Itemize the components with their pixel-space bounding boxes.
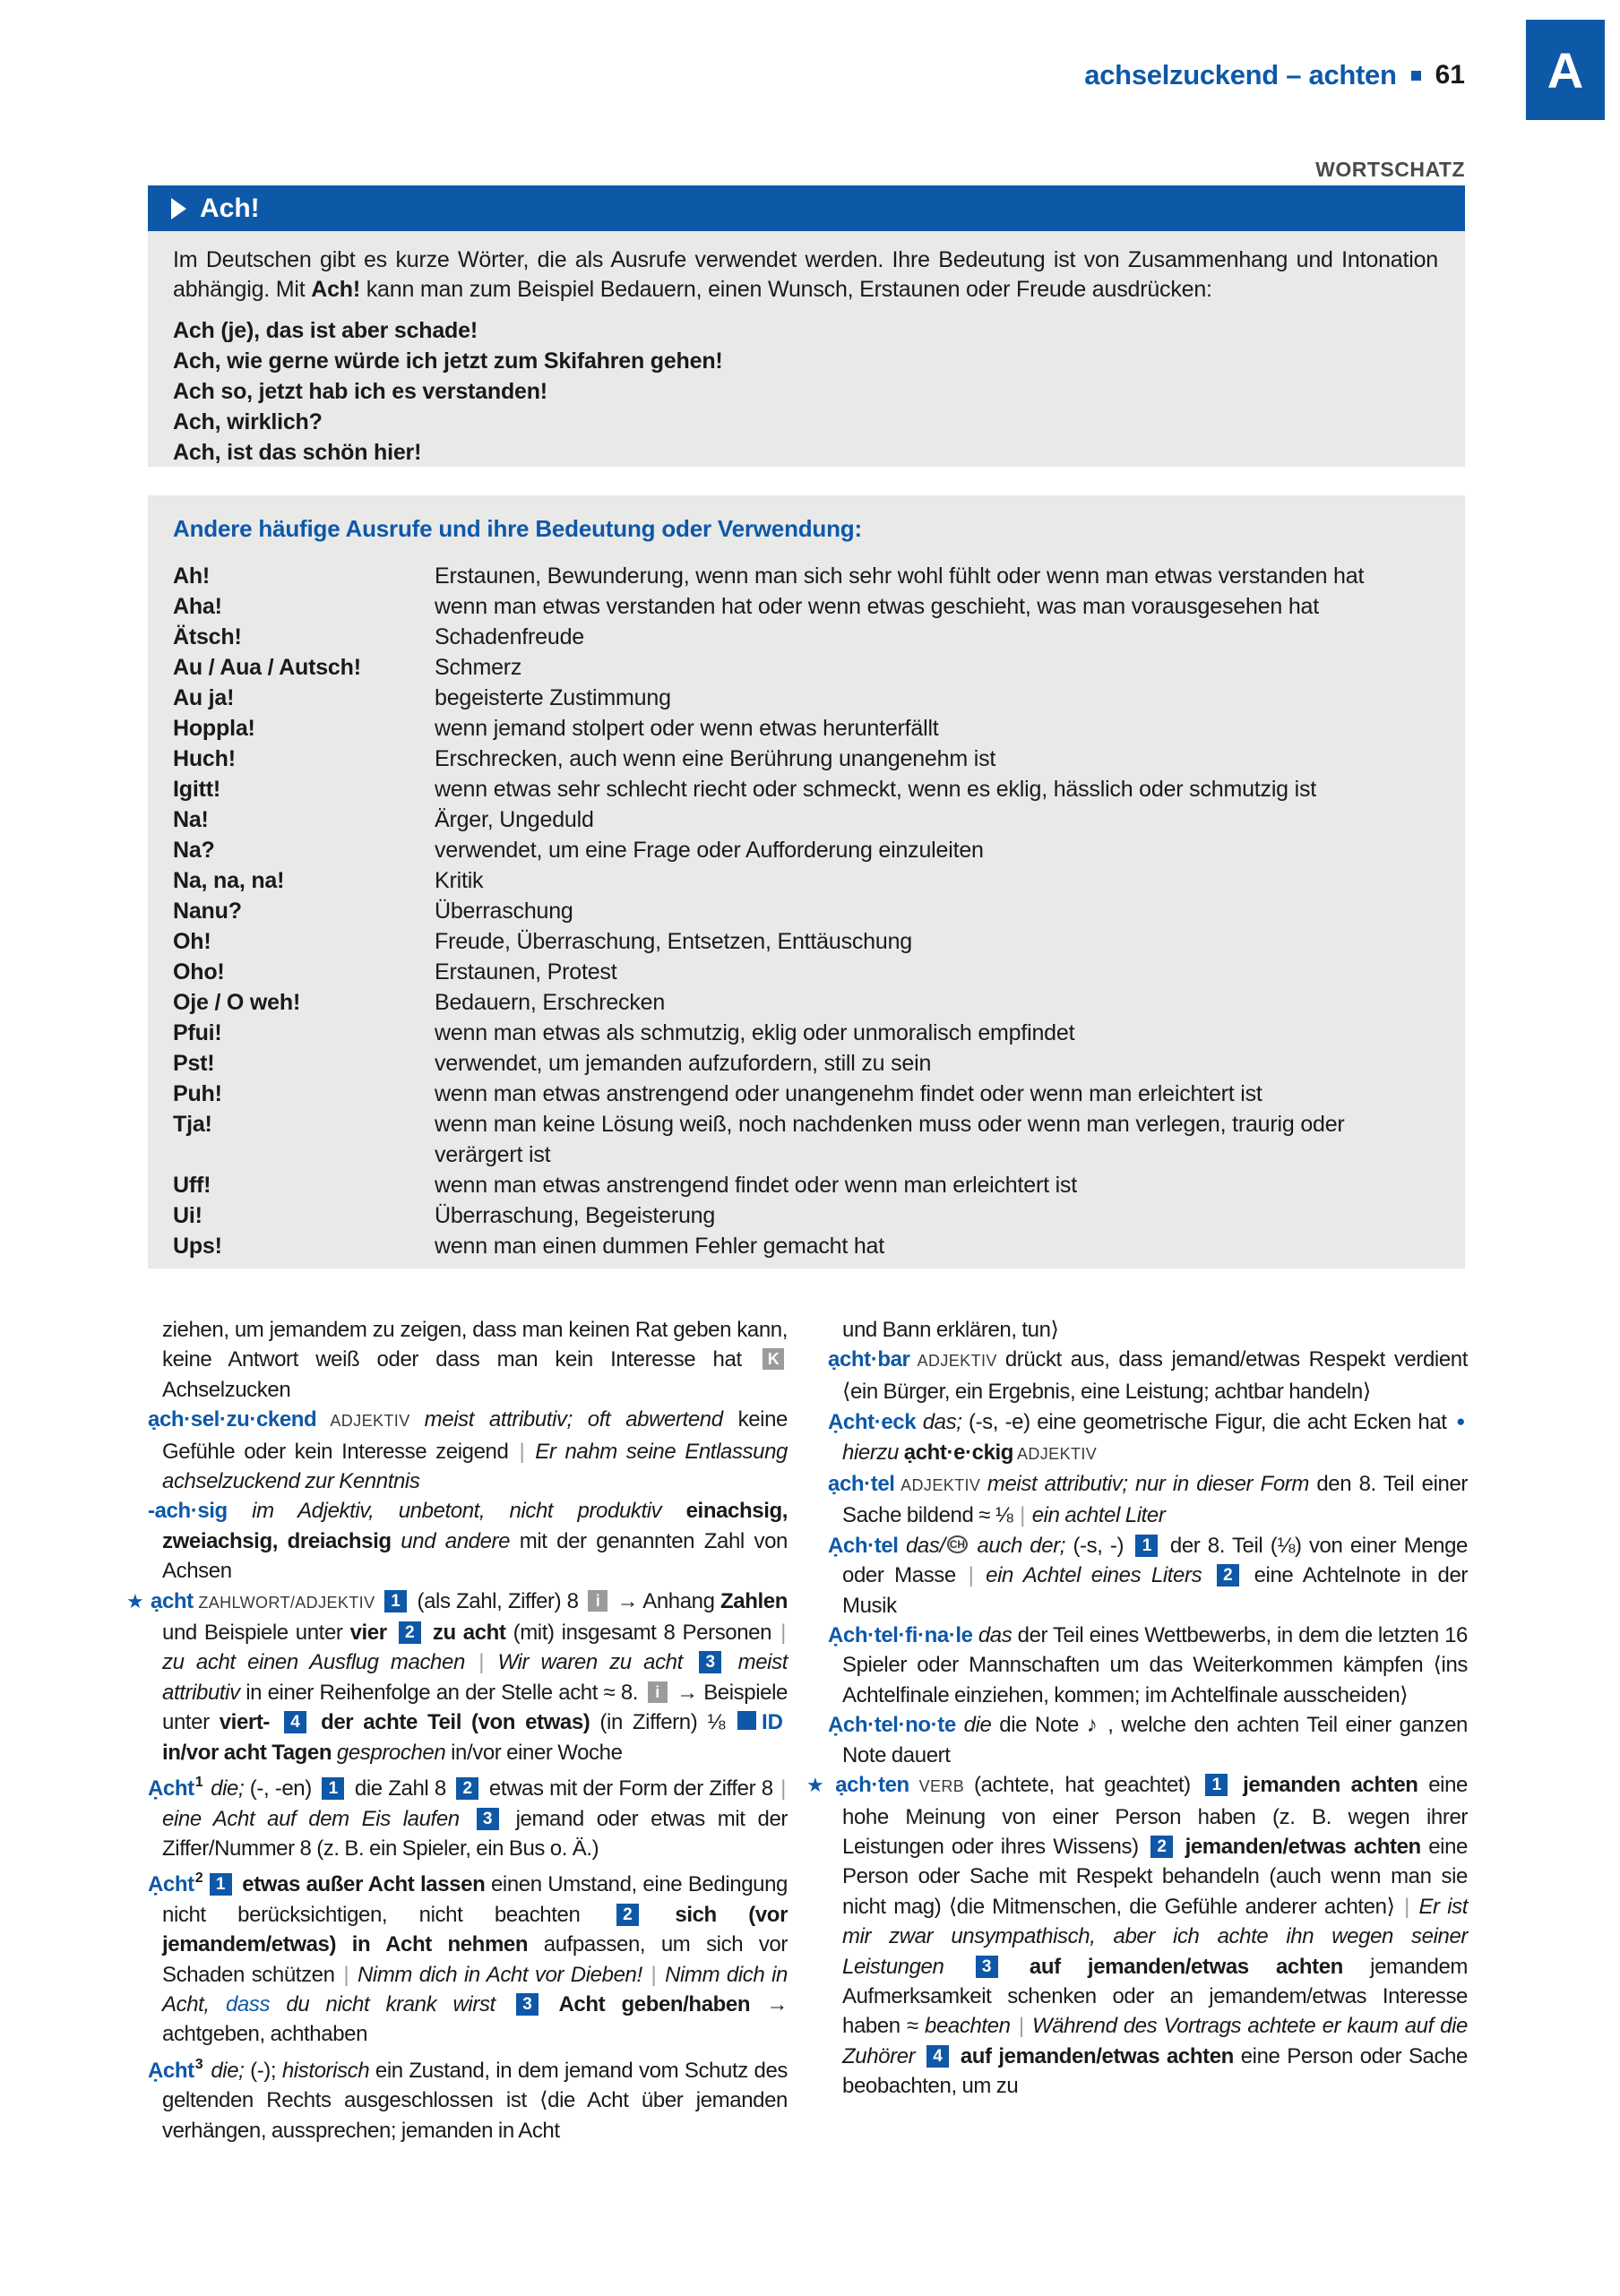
definition-text: den 8. Teil einer Sache bildend ≈ ⅛ [842, 1472, 1468, 1528]
example-divider: | [478, 1650, 496, 1675]
dictionary-entry [148, 2050, 788, 2146]
interjection-word: Oho! [173, 959, 225, 985]
italic-text: Wir waren zu acht [497, 1650, 695, 1675]
definition-text: die Note ♪ , welche den achten Teil einer ganzen Note dauert [842, 1713, 1468, 1767]
part-of-speech-label: ZAHLWORT/ADJEKTIV [193, 1593, 381, 1612]
sense-number-badge: 2 [1150, 1836, 1173, 1858]
italic-text: eine Acht auf dem Eis laufen [162, 1806, 472, 1831]
italic-text: meist attributiv; nur in dieser Form [987, 1472, 1317, 1497]
bold-text: sich (vor jemandem/etwas) in Acht nehmen [162, 1902, 788, 1957]
infobox-header [148, 185, 1465, 231]
italic-text: zu acht einen Ausflug machen [162, 1650, 478, 1675]
definition-text: der Teil eines Wettbewerbs, in dem die letzten 16 Spieler oder Mannschaften um das Weiterkommen kämpfen ⟨ins Achtelfinale einziehen, kommen; im Achtelfinale ausscheiden⟩ [842, 1623, 1468, 1707]
interjection-meaning: wenn man etwas anstrengend findet oder wenn man erleichtert ist [435, 1173, 1077, 1198]
bold-text: jemanden achten [1232, 1773, 1429, 1798]
interjection-meaning: wenn jemand stolpert oder wenn etwas herunterfällt [435, 716, 939, 741]
definition-text: mit der genannten Zahl von Achsen [162, 1528, 788, 1584]
example-divider: | [780, 1776, 787, 1802]
interjection-word: Na? [173, 838, 215, 863]
interjection-meaning: Freude, Überraschung, Entsetzen, Enttäuschung [435, 929, 912, 954]
interjection-meaning: Schadenfreude [435, 624, 584, 649]
part-of-speech-label: ADJEKTIV [1013, 1444, 1098, 1463]
interjection-word: Nanu? [173, 899, 242, 924]
interjection-word: Au ja! [173, 685, 235, 710]
definition-text: und Bann erklären, tun⟩ [842, 1318, 1059, 1342]
dictionary-column-right [806, 1315, 1469, 2102]
headword: Ạch·tel·fi·na·le [828, 1623, 973, 1648]
example-divider: | [968, 1563, 985, 1588]
interjection-meaning: Erstaunen, Protest [435, 959, 617, 985]
italic-text: das; [916, 1410, 969, 1435]
interjection-meaning: wenn man etwas anstrengend oder unangenehm findet oder wenn man erleichtert ist [435, 1081, 1262, 1106]
example-line: Ach, ist das schön hier! [173, 440, 422, 465]
info-icon: i [588, 1590, 608, 1612]
derivation-bullet-icon: ● [1456, 1413, 1465, 1431]
definition-text: in/vor einer Woche [451, 1740, 623, 1765]
bold-text: der achte Teil (von etwas) [311, 1710, 600, 1735]
headword: ạch·sel·zu·ckend [148, 1407, 317, 1432]
interjection-meaning: Erschrecken, auch wenn eine Berührung unangenehm ist [435, 746, 996, 771]
italic-text: Während des Vortrags achtete er kaum auf die Zuhörer [842, 2014, 1468, 2068]
example-line: Ach, wie gerne würde ich jetzt zum Skifahren gehen! [173, 348, 723, 374]
homograph-number: 2 [194, 1870, 203, 1887]
sense-number-badge: 1 [384, 1590, 407, 1612]
definition-text: die Zahl 8 [349, 1776, 452, 1802]
dictionary-entry [828, 1621, 1468, 1710]
dictionary-entry [828, 1315, 1468, 1345]
definition-text: (achtete, hat geachtet) [974, 1773, 1202, 1798]
dictionary-entry [828, 1345, 1468, 1406]
headword: ạcht·bar [828, 1347, 910, 1372]
headword: Ạcht·eck [828, 1410, 917, 1435]
interjection-meaning: Erstaunen, Bewunderung, wenn man sich sehr wohl fühlt oder wenn man etwas verstanden hat [435, 563, 1365, 589]
dictionary-entry [828, 1406, 1468, 1469]
definition-text: Achselzucken [162, 1377, 291, 1402]
sense-number-badge: 3 [477, 1808, 499, 1830]
idiom-marker-icon [737, 1711, 756, 1730]
headword: Ạcht [148, 1872, 194, 1897]
sense-number-badge: 2 [1217, 1564, 1239, 1587]
infobox-title: Ach! [200, 193, 260, 223]
interjection-meaning: wenn man etwas als schmutzig, eklig oder unmoralisch empfindet [435, 1020, 1075, 1045]
part-of-speech-label: ADJEKTIV [894, 1476, 987, 1495]
interjection-word: Ups! [173, 1234, 222, 1259]
definition-text: kann man zum Beispiel Bedauern, einen Wunsch, Erstaunen oder Freude ausdrücken: [360, 277, 1212, 302]
alphabet-tab [1526, 20, 1605, 120]
interjection-meaning: Schmerz [435, 655, 522, 680]
italic-text: das/ [898, 1533, 945, 1558]
interjection-meaning: wenn etwas sehr schlecht riecht oder schmeckt, wenn es eklig, hässlich oder schmutzig ist [435, 777, 1317, 802]
interjection-meaning: Überraschung [435, 899, 573, 924]
interjection-meaning: wenn man einen dummen Fehler gemacht hat [435, 1234, 885, 1259]
italic-text: hierzu [842, 1440, 904, 1465]
italic-text: Nimm dich in Acht, [162, 1962, 788, 2017]
definition-text: (-, -en) [249, 1776, 318, 1802]
bold-text: etwas außer Acht lassen [236, 1872, 491, 1897]
dictionary-entry [148, 1315, 788, 1405]
interjection-word: Aha! [173, 594, 222, 619]
definition-text: jemand oder etwas mit der Ziffer/Nummer 8 (z. B. ein Spieler, ein Bus o. Ä.) [162, 1806, 788, 1861]
compound-box-icon: K [763, 1348, 784, 1370]
part-of-speech-label: ADJEKTIV [316, 1412, 425, 1431]
interjection-word: Na! [173, 807, 209, 832]
sense-number-badge: 1 [210, 1873, 232, 1896]
interjection-word: Pfui! [173, 1020, 222, 1045]
interjection-word: Ätsch! [173, 624, 242, 649]
sense-number-badge: 1 [322, 1777, 344, 1800]
italic-text: gesprochen [336, 1740, 452, 1765]
italic-text: meist attributiv [162, 1650, 788, 1705]
example-line: Ach (je), das ist aber schade! [173, 318, 478, 343]
italic-text: im Adjektiv, unbetont, nicht produktiv [227, 1499, 686, 1524]
section-label: WORTSCHATZ [1315, 158, 1465, 181]
dictionary-entry [148, 1405, 788, 1496]
alphabet-tab-letter: A [1547, 41, 1584, 99]
sense-number-badge: 2 [456, 1777, 478, 1800]
bold-text: Acht geben/haben [543, 1991, 767, 2017]
usage-box [148, 495, 1465, 1268]
italic-text: Er ist mir zwar unsympathisch, aber ich achte ihn wegen seiner Leistungen [842, 1894, 1468, 1979]
headword: Ạch·tel·no·te [828, 1713, 956, 1738]
interjection-meaning: Bedauern, Erschrecken [435, 990, 666, 1015]
bold-text: zu acht [425, 1621, 513, 1646]
interjection-meaning: wenn man keine Lösung weiß, noch nachdenken muss oder wenn man verlegen, traurig oder verärgert ist [435, 1112, 1345, 1167]
definition-text: jemandem Aufmerksamkeit schenken oder an jemandem/etwas Interesse haben ≈ [842, 1954, 1468, 2039]
triangle-icon [171, 198, 186, 219]
dictionary-entry [828, 1710, 1468, 1770]
italic-text: Nimm dich in Acht vor Dieben! [357, 1962, 650, 1987]
interjection-meaning: verwendet, um jemanden aufzufordern, still zu sein [435, 1051, 932, 1076]
definition-text: und Beispiele unter [162, 1621, 350, 1646]
dictionary-column-left [126, 1315, 788, 2146]
definition-text: → Beispiele unter [162, 1680, 788, 1735]
definition-text: in einer Reihenfolge an der Stelle acht ≈ 8. [246, 1680, 644, 1705]
definition-text: → achtgeben, achthaben [162, 1991, 788, 2047]
definition-text: drückt aus, dass jemand/etwas Respekt verdient ⟨ein Bürger, ein Ergebnis, eine Leistung; achtbar handeln⟩ [842, 1347, 1469, 1404]
interjection-meaning: begeisterte Zustimmung [435, 685, 671, 710]
infobox-example-list [173, 315, 1438, 467]
sense-number-badge: 3 [976, 1956, 998, 1978]
example-divider: | [780, 1621, 786, 1646]
page-header [1084, 59, 1465, 91]
example-divider: | [519, 1439, 534, 1464]
interjection-word: Hoppla! [173, 716, 255, 741]
part-of-speech-label: ADJEKTIV [909, 1352, 1005, 1371]
interjection-word: Ui! [173, 1203, 202, 1228]
frequency-star-icon: ★ [126, 1589, 144, 1612]
definition-text: (-); [250, 2058, 282, 2083]
italic-text: historisch [281, 2058, 375, 2083]
bold-text: einachsig, zweiachsig, dreiachsig [162, 1499, 788, 1553]
italic-text: die; [204, 2058, 251, 2083]
italic-text: ein achtel Liter [1031, 1503, 1166, 1528]
bold-text: in/vor acht Tagen [162, 1740, 337, 1765]
homograph-number: 3 [194, 2056, 203, 2072]
usage-box-title: Andere häufige Ausrufe und ihre Bedeutung oder Verwendung: [173, 515, 862, 542]
sense-number-badge: 1 [1205, 1774, 1228, 1796]
interjection-word: Tja! [173, 1112, 212, 1137]
interjection-word: Huch! [173, 746, 236, 771]
dictionary-entry [828, 1469, 1468, 1531]
bold-text: auf jemanden/etwas achten [1002, 1954, 1371, 1979]
interjection-word: Puh! [173, 1081, 222, 1106]
idiom-marker-label: ID [761, 1710, 783, 1735]
definition-text: (-s, -) [1073, 1533, 1132, 1558]
italic-text: du nicht krank wirst [270, 1991, 513, 2017]
italic-text: beachten [925, 2014, 1017, 2039]
interjection-table [173, 561, 1438, 1261]
sense-number-badge: 4 [926, 2045, 949, 2068]
italic-text: auch der; [969, 1533, 1073, 1558]
definition-text: keine Gefühle oder kein Interesse zeigend [162, 1407, 788, 1464]
example-divider: | [343, 1962, 356, 1987]
bold-text: Zahlen [720, 1588, 788, 1613]
definition-text: ein Zustand, in dem jemand vom Schutz des geltenden Rechts ausgeschlossen ist ⟨die Acht über jemanden verhängen, aussprechen; jemanden in Acht [162, 2058, 788, 2143]
sense-number-badge: 3 [516, 1993, 539, 2016]
homograph-number: 1 [194, 1775, 203, 1791]
definition-text: (in Ziffern) ⅛ [599, 1710, 735, 1735]
italic-text: die [955, 1713, 1000, 1738]
definition-text: → Anhang [611, 1588, 721, 1613]
example-divider: | [651, 1962, 664, 1987]
definition-text: eine Person oder Sache beobachten, um zu [842, 2043, 1468, 2099]
italic-text: das [972, 1623, 1018, 1648]
interjection-meaning: Ärger, Ungeduld [435, 807, 594, 832]
italic-text: meist attributiv; oft abwertend [424, 1407, 738, 1432]
info-icon: i [648, 1681, 668, 1703]
definition-text: (mit) insgesamt 8 Personen [513, 1621, 780, 1646]
headword: Ạcht [148, 2058, 194, 2083]
interjection-word: Oje / O weh! [173, 990, 301, 1015]
example-divider: | [1020, 1503, 1030, 1528]
interjection-word: Na, na, na! [173, 868, 285, 893]
interjection-meaning: Kritik [435, 868, 484, 893]
example-divider: | [1018, 2014, 1030, 2039]
frequency-star-icon: ★ [806, 1774, 830, 1797]
example-divider: | [1404, 1894, 1418, 1919]
dictionary-entry [126, 1587, 788, 1767]
interjection-word: Oh! [173, 929, 211, 954]
dictionary-entry [806, 1770, 1469, 2101]
interjection-word: Uff! [173, 1173, 211, 1198]
sense-number-badge: 2 [616, 1904, 639, 1926]
dictionary-entry [148, 1767, 788, 1863]
highlighted-conjunction: dass [225, 1991, 271, 2017]
bold-text: auf jemanden/etwas achten [953, 2043, 1241, 2068]
swiss-variant-icon: CH [947, 1535, 968, 1553]
example-line: Ach so, jetzt hab ich es verstanden! [173, 379, 547, 404]
sense-number-badge: 4 [284, 1711, 306, 1733]
dictionary-entry [828, 1531, 1468, 1621]
italic-text: die; [204, 1776, 250, 1802]
interjection-word: Igitt! [173, 777, 220, 802]
headword: -ach·sig [148, 1499, 228, 1524]
example-line: Ach, wirklich? [173, 409, 323, 434]
definition-text: (als Zahl, Ziffer) 8 [411, 1588, 585, 1613]
definition-text: ziehen, um jemandem zu zeigen, dass man keinen Rat geben kann, keine Antwort weiß oder dass man kein Interesse hat [162, 1318, 788, 1372]
interjection-word: Au / Aua / Autsch! [173, 655, 361, 680]
part-of-speech-label: VERB [909, 1777, 975, 1796]
definition-text: Im Deutschen gibt es kurze Wörter, die als Ausrufe verwendet werden. Ihre Bedeutung ist von Zusammenhang und Intonation abhängig. Mit [173, 247, 1438, 302]
bold-text: vier [349, 1621, 394, 1646]
headword: ạch·ten [835, 1773, 909, 1798]
interjection-meaning: Überraschung, Begeisterung [435, 1203, 716, 1228]
definition-text: (-s, -e) eine geometrische Figur, die acht Ecken hat [969, 1410, 1454, 1435]
header-bullet-square-icon [1411, 71, 1421, 81]
definition-text: eine Achtelnote in der Musik [842, 1563, 1468, 1618]
dictionary-entry [148, 1863, 788, 2049]
interjection-meaning: verwendet, um eine Frage oder Aufforderung einzuleiten [435, 838, 984, 863]
headword: ạch·tel [828, 1472, 895, 1497]
infobox-body [148, 231, 1465, 467]
interjection-meaning: wenn man etwas verstanden hat oder wenn etwas geschieht, was man vorausgesehen hat [435, 594, 1319, 619]
page-number: 61 [1435, 60, 1465, 90]
italic-text: Er nahm seine Entlassung achselzuckend zur Kenntnis [162, 1439, 788, 1494]
sense-number-badge: 2 [399, 1621, 421, 1644]
italic-text: ein Achtel eines Liters [986, 1563, 1212, 1588]
interjection-word: Pst! [173, 1051, 215, 1076]
bold-text: viert- [219, 1710, 280, 1735]
sense-number-badge: 1 [1135, 1535, 1158, 1557]
italic-text: und andere [401, 1528, 520, 1553]
definition-text: etwas mit der Form der Ziffer 8 [483, 1776, 780, 1802]
headword: Ạcht [148, 1776, 194, 1802]
interjection-word: Ah! [173, 563, 211, 589]
definition-text: aufpassen, um sich vor Schaden schützen [162, 1932, 788, 1987]
dictionary-entry [148, 1496, 788, 1586]
definition-text: eine Person oder Sache mit Respekt behandeln (auch wenn man sie nicht mag) ⟨die Mitmenschen, die Gefühle anderer achten⟩ [842, 1834, 1469, 1919]
running-head: achselzuckend – achten [1084, 59, 1397, 90]
definition-text: eine hohe Meinung von einer Person haben (z. B. wegen ihrer Leistungen oder ihres Wissens) [842, 1773, 1469, 1859]
definition-text: einen Umstand, eine Bedingung nicht berücksichtigen, nicht beachten [162, 1872, 788, 1927]
derived-word: ạcht·e·ckig [903, 1440, 1014, 1465]
headword: Ạch·tel [828, 1533, 899, 1558]
sense-number-badge: 3 [699, 1651, 721, 1673]
infobox-intro [173, 245, 1438, 305]
definition-text: der 8. Teil (⅛) von einer Menge oder Masse [842, 1533, 1468, 1588]
headword: ạcht [151, 1588, 194, 1613]
bold-text: Ach! [311, 277, 361, 302]
bold-text: jemanden/etwas achten [1177, 1834, 1429, 1859]
